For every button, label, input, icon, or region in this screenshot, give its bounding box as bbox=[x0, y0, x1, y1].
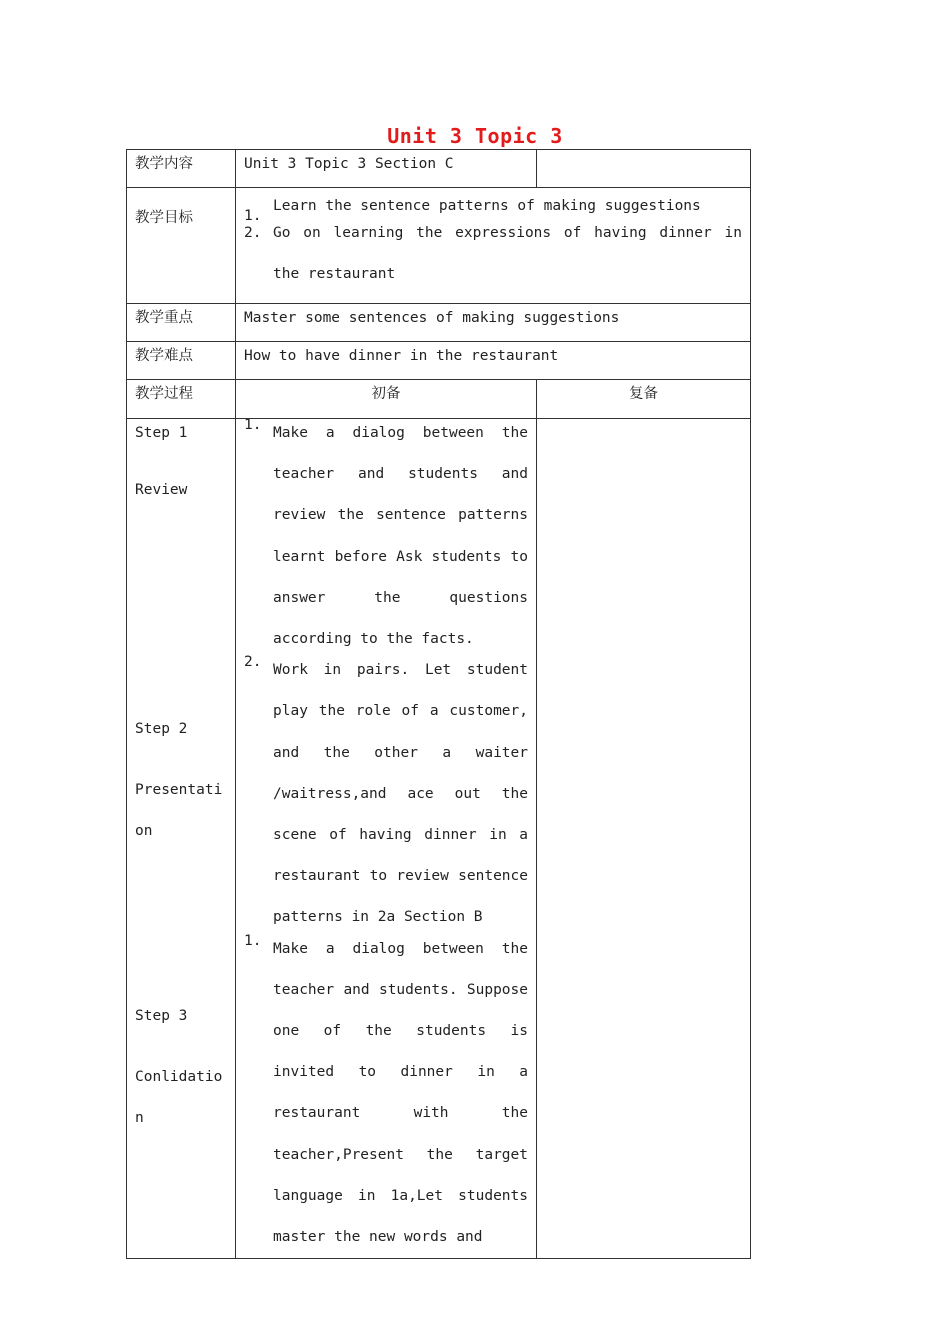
steps-cell bbox=[127, 419, 236, 1259]
row-difficulty bbox=[127, 342, 751, 380]
row-content bbox=[127, 150, 751, 188]
row-process-body bbox=[127, 419, 751, 1259]
row-key-point bbox=[127, 304, 751, 342]
step-1-name: Review bbox=[135, 482, 188, 498]
label-goals: 教学目标 bbox=[127, 188, 236, 304]
activity-item: 2. Work in pairs. Let student play the role of a customer, and the other a waiter /waitress,and ace out the scene of having dinner in a restaurant to review sentence patterns in 2a Section B bbox=[244, 654, 528, 926]
label-process: 教学过程 bbox=[127, 380, 236, 419]
step-2-name-line2: on bbox=[135, 823, 153, 839]
goal-item: 1. Learn the sentence patterns of making suggestions bbox=[244, 198, 701, 224]
label-content: 教学内容 bbox=[127, 150, 236, 188]
step-2-name-line1: Presentati bbox=[135, 782, 223, 798]
row-goals bbox=[127, 188, 751, 304]
activities-cell bbox=[236, 419, 537, 1259]
value-content: Unit 3 Topic 3 Section C bbox=[236, 150, 537, 188]
step-2-title: Step 2 bbox=[135, 721, 188, 737]
step-1-title: Step 1 bbox=[135, 425, 188, 441]
value-key-point: Master some sentences of making suggestions bbox=[236, 304, 751, 342]
step-3-name-line1: Conlidatio bbox=[135, 1069, 223, 1085]
goal-item: 2. Go on learning the expressions of having dinner in the restaurant bbox=[244, 225, 742, 282]
row-process-header bbox=[127, 380, 751, 419]
activity-item: 1. Make a dialog between the teacher and students. Suppose one of the students is invited to dinner in a restaurant with the teacher,Present the target language in 1a,Let students master the new words and bbox=[244, 932, 528, 1246]
header-first-draft: 初备 bbox=[236, 380, 537, 419]
goals-cell bbox=[236, 188, 751, 304]
page-title: Unit 3 Topic 3 bbox=[387, 124, 563, 148]
header-revision: 复备 bbox=[537, 380, 751, 419]
revision-cell bbox=[537, 419, 751, 1259]
lesson-plan-table bbox=[126, 149, 751, 1259]
activity-item: 1. Make a dialog between the teacher and students and review the sentence patterns learnt before Ask students to answer the questions according to the facts. bbox=[244, 418, 528, 648]
value-difficulty: How to have dinner in the restaurant bbox=[236, 342, 751, 380]
label-key-point: 教学重点 bbox=[127, 304, 236, 342]
label-difficulty: 教学难点 bbox=[127, 342, 236, 380]
step-3-name-line2: n bbox=[135, 1110, 144, 1126]
empty-cell bbox=[537, 150, 751, 188]
step-3-title: Step 3 bbox=[135, 1008, 188, 1024]
